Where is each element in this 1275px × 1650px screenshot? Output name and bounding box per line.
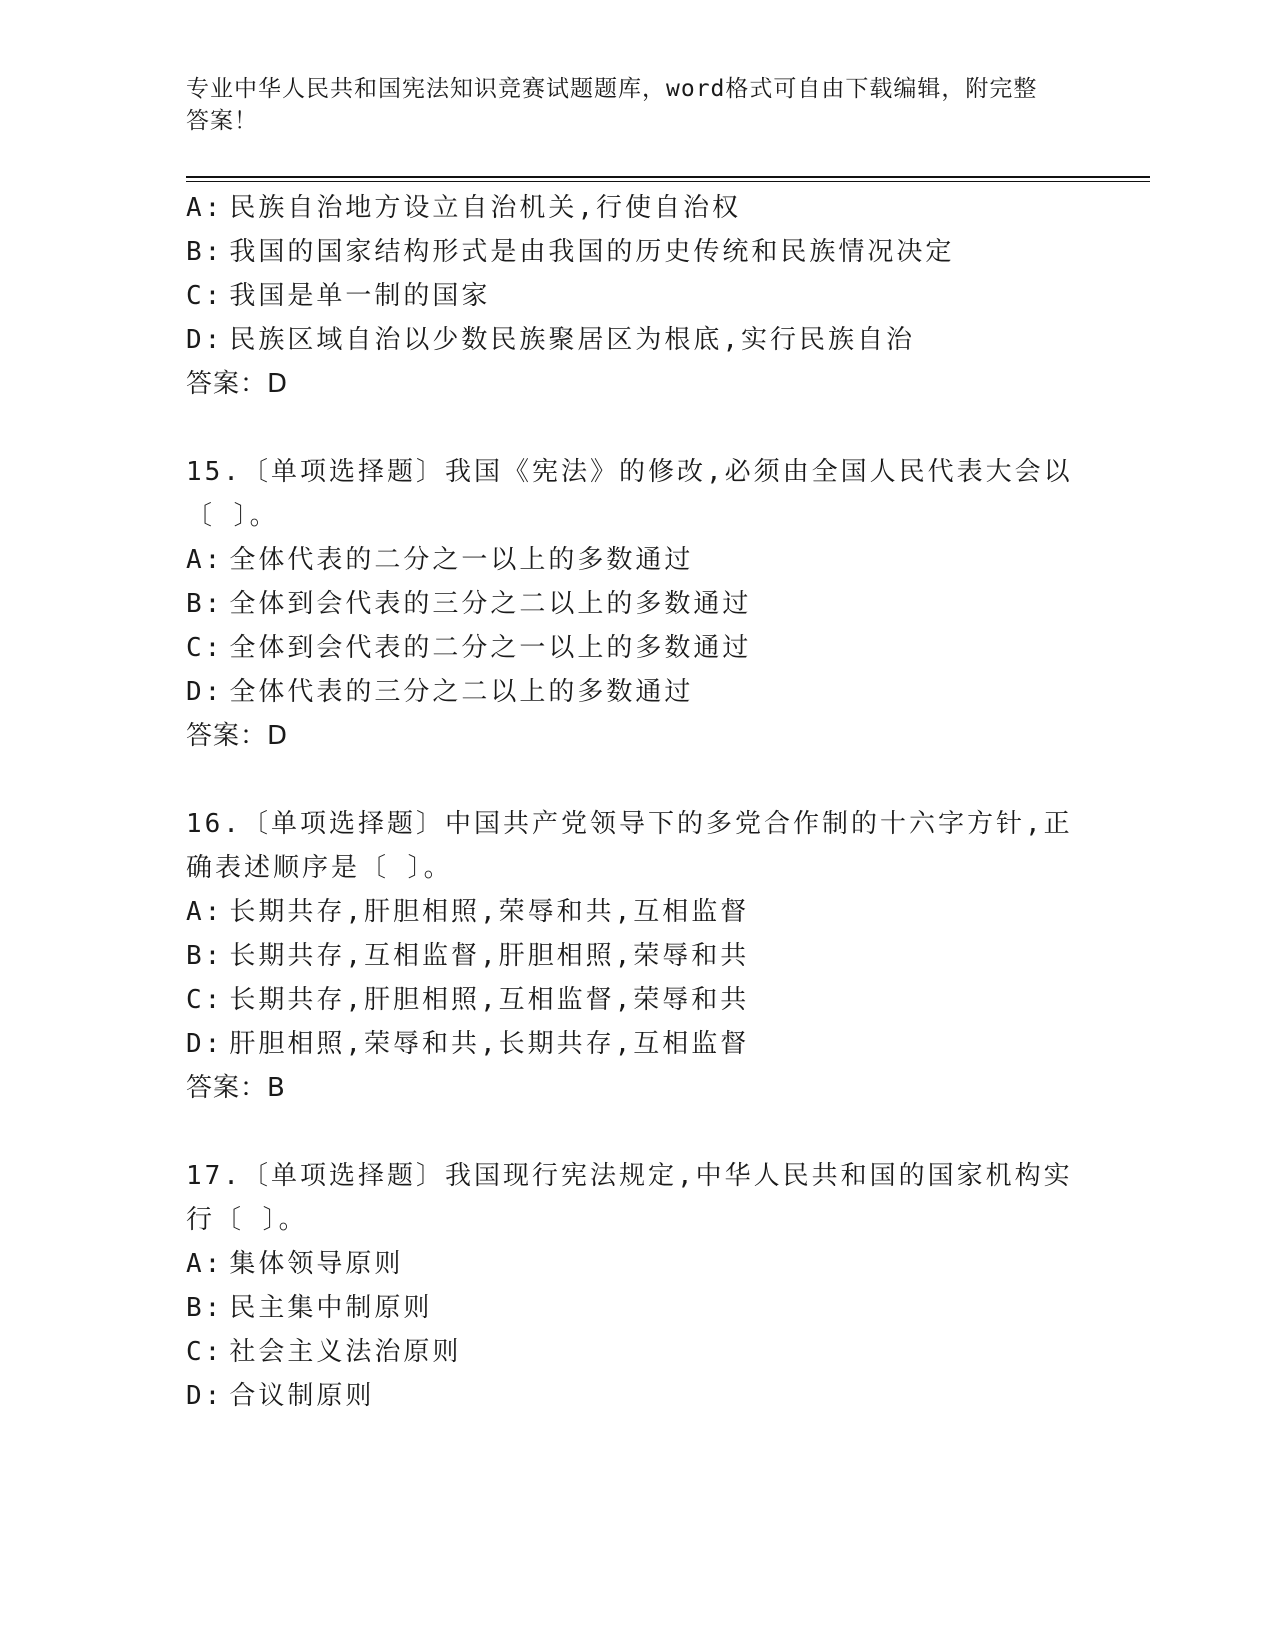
option-text: 我国是单一制的国家 <box>229 281 491 311</box>
option-d <box>186 1380 374 1412</box>
option-letter: C: <box>186 985 224 1015</box>
option-text: 全体到会代表的三分之二以上的多数通过 <box>229 589 752 619</box>
option-a <box>186 192 741 224</box>
option-b <box>186 588 751 620</box>
option-letter: B: <box>186 1293 224 1323</box>
option-letter: A: <box>186 193 224 223</box>
option-letter: A: <box>186 897 224 927</box>
option-b <box>186 940 749 972</box>
question-16-stem-cont: 确表述顺序是〔 〕。 <box>186 853 453 883</box>
option-b <box>186 1292 432 1324</box>
option-c <box>186 1336 461 1368</box>
option-letter: A: <box>186 1249 224 1279</box>
option-letter: D: <box>186 1381 224 1411</box>
page-header <box>186 73 1066 137</box>
header-line-1: 专业中华人民共和国宪法知识竞赛试题题库，word格式可自由下载编辑，附完整 <box>186 76 1038 102</box>
answer: 答案：D <box>186 369 289 399</box>
option-d <box>186 676 693 708</box>
option-text: 长期共存,互相监督,肝胆相照,荣辱和共 <box>229 941 750 971</box>
option-letter: B: <box>186 237 224 267</box>
option-letter: D: <box>186 677 224 707</box>
option-letter: C: <box>186 281 224 311</box>
option-text: 社会主义法治原则 <box>229 1337 462 1367</box>
option-letter: D: <box>186 1029 224 1059</box>
answer: 答案：D <box>186 721 289 751</box>
option-text: 全体代表的二分之一以上的多数通过 <box>229 545 694 575</box>
option-d <box>186 324 915 356</box>
header-rule-thick <box>186 176 1150 178</box>
option-text: 全体代表的三分之二以上的多数通过 <box>229 677 694 707</box>
question-15-stem: 15.〔单项选择题〕我国《宪法》的修改,必须由全国人民代表大会以 <box>186 457 1073 487</box>
option-b <box>186 236 954 268</box>
question-16-stem: 16.〔单项选择题〕中国共产党领导下的多党合作制的十六字方针,正 <box>186 809 1073 839</box>
question-17-stem-cont: 行〔 〕。 <box>186 1205 308 1235</box>
option-a <box>186 544 693 576</box>
option-letter: B: <box>186 941 224 971</box>
option-c <box>186 984 749 1016</box>
option-text: 民族自治地方设立自治机关,行使自治权 <box>229 193 741 223</box>
option-text: 民族区域自治以少数民族聚居区为根底,实行民族自治 <box>229 325 915 355</box>
option-letter: C: <box>186 1337 224 1367</box>
option-a <box>186 896 749 928</box>
question-17-stem: 17.〔单项选择题〕我国现行宪法规定,中华人民共和国的国家机构实 <box>186 1161 1073 1191</box>
question-15-stem-cont: 〔 〕。 <box>186 501 279 531</box>
header-rule-thin <box>186 181 1150 182</box>
option-c <box>186 280 490 312</box>
option-letter: C: <box>186 633 224 663</box>
option-text: 全体到会代表的二分之一以上的多数通过 <box>229 633 752 663</box>
header-line-2: 答案！ <box>186 108 258 134</box>
option-text: 长期共存,肝胆相照,荣辱和共,互相监督 <box>229 897 750 927</box>
option-d <box>186 1028 749 1060</box>
option-text: 集体领导原则 <box>229 1249 404 1279</box>
option-letter: D: <box>186 325 224 355</box>
option-letter: B: <box>186 589 224 619</box>
option-c <box>186 632 751 664</box>
option-text: 长期共存,肝胆相照,互相监督,荣辱和共 <box>229 985 750 1015</box>
option-text: 民主集中制原则 <box>229 1293 433 1323</box>
option-text: 我国的国家结构形式是由我国的历史传统和民族情况决定 <box>229 237 955 267</box>
option-text: 合议制原则 <box>229 1381 375 1411</box>
option-a <box>186 1248 403 1280</box>
option-text: 肝胆相照,荣辱和共,长期共存,互相监督 <box>229 1029 750 1059</box>
answer: 答案：B <box>186 1073 286 1103</box>
option-letter: A: <box>186 545 224 575</box>
